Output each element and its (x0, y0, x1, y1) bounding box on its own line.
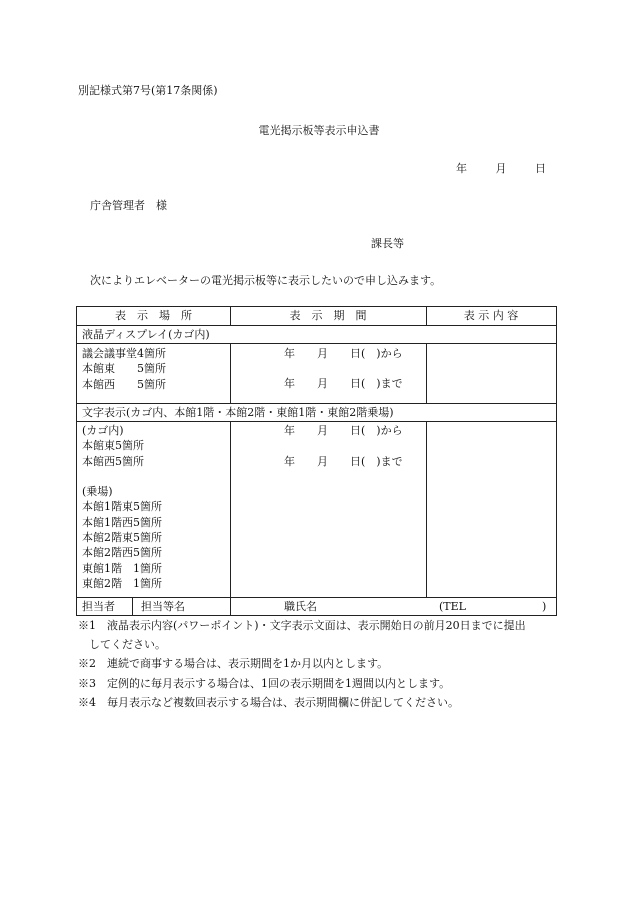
note-4: ※4 毎月表示など複数回表示する場合は、表示期間欄に併記してください。 (78, 696, 459, 709)
location-item: (カゴ内) (82, 424, 124, 437)
location-item: 本館西 5箇所 (82, 377, 166, 391)
name-label: 職氏名 (284, 600, 317, 613)
location-item: 本館1階東5箇所 (82, 500, 162, 514)
col-divider (132, 597, 133, 615)
addressee: 庁舎管理者 様 (90, 199, 167, 212)
col-divider (426, 421, 427, 597)
location-item (82, 469, 162, 484)
date-year: 年 (456, 162, 467, 175)
application-table (76, 306, 557, 616)
period-from-text: 年 月 日( )から (284, 424, 403, 437)
date-line (456, 162, 546, 176)
sender: 課長等 (371, 237, 404, 250)
date-day: 日 (535, 162, 546, 175)
header-content: 表 示 内 容 (463, 309, 519, 322)
note-3: ※3 定例的に毎月表示する場合は、1回の表示期間を1週間以内とします。 (78, 677, 451, 690)
col-divider (230, 343, 231, 403)
period-from-lcd: 年 月 日( )から (284, 347, 403, 360)
col-divider (426, 343, 427, 403)
section-title-lcd: 液晶ディスプレイ(カゴ内) (82, 328, 210, 341)
col-divider (230, 421, 231, 615)
position-label: 担当等名 (141, 600, 185, 613)
tel-close: ) (542, 600, 547, 613)
location-list-text (82, 423, 162, 591)
tel-label: (TEL (439, 600, 466, 613)
location-item: 議会議事堂4箇所 (82, 347, 166, 360)
note-1: ※1 液晶表示内容(パワーポイント)・文字表示文面は、表示開始日の前月20日までに提出 (78, 619, 526, 632)
row-divider (77, 325, 556, 326)
period-to-text: 年 月 日( )まで (284, 455, 403, 468)
note-1-cont: してください。 (78, 638, 166, 651)
note-2: ※2 連続で商事する場合は、表示期間を1か月以内とします。 (78, 657, 389, 670)
row-divider (77, 421, 556, 422)
row-divider (77, 597, 556, 598)
document-title: 電光掲示板等表示申込書 (258, 124, 380, 137)
location-item: 本館東 5箇所 (82, 362, 166, 376)
header-period: 表 示 期 間 (289, 309, 367, 322)
person-in-charge-label: 担当者 (82, 600, 115, 613)
location-item: 東館1階 1箇所 (82, 561, 162, 575)
location-list-lcd (82, 346, 166, 392)
period-to-lcd: 年 月 日( )まで (284, 377, 403, 390)
row-divider (77, 403, 556, 404)
form-number: 別記様式第7号(第17条関係) (78, 84, 218, 97)
location-item: 本館1階西5箇所 (82, 515, 162, 529)
body-text: 次によりエレベーターの電光掲示板等に表示したいので申し込みます。 (90, 274, 442, 287)
location-item: 本館2階東5箇所 (82, 531, 162, 545)
location-item: 本館2階西5箇所 (82, 546, 162, 560)
location-item: 東館2階 1箇所 (82, 576, 162, 590)
header-location: 表 示 場 所 (115, 309, 192, 322)
location-item: 本館西5箇所 (82, 454, 144, 468)
section-title-text: 文字表示(カゴ内、本館1階・本館2階・東館1階・東館2階乗場) (82, 406, 394, 419)
row-divider (77, 343, 556, 344)
location-item: 本館東5箇所 (82, 439, 144, 453)
date-month: 月 (495, 162, 507, 175)
location-item: (乗場) (82, 485, 113, 499)
